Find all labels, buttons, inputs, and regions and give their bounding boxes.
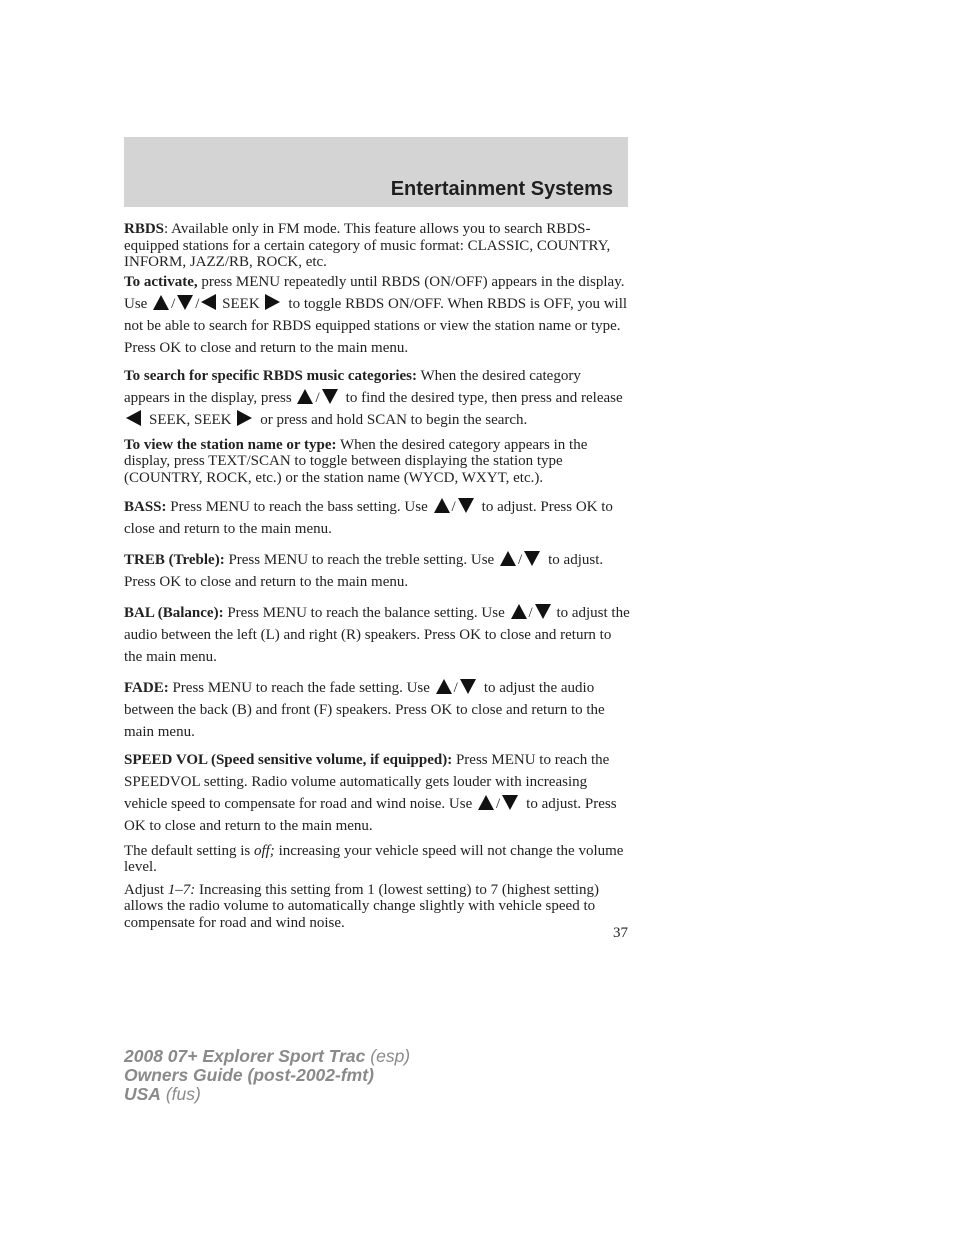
slash-separator: / (453, 679, 458, 696)
search-term: To search for specific RBDS music categories: (124, 367, 418, 384)
footer-line-2 (124, 1066, 410, 1085)
slash-separator: / (171, 295, 176, 312)
adjust-paragraph (124, 882, 630, 932)
rbds-text: : Available only in FM mode. This feature allows you to search RBDS-equipped stations for a certain category of music format: CLASSIC, COUNTRY, INFORM, JAZZ/RB, ROCK, etc. (124, 221, 611, 271)
rbds-paragraph (124, 221, 630, 271)
view-text: When the desired category appears in the display, press TEXT/SCAN to toggle between displaying the station type (COUNTRY, ROCK, etc.) or the station name (WYCD, WXYT, etc.). (124, 436, 588, 486)
up-arrow-icon (436, 679, 452, 694)
bal-paragraph (124, 602, 630, 668)
footer-guide: Owners Guide (post-2002-fmt) (124, 1065, 374, 1085)
default-text-2: increasing your vehicle speed will not change the volume level. (124, 842, 624, 876)
activate-text-2: to toggle RBDS ON/OFF. When RBDS is OFF, you will not be able to search for RBDS equipped stations or view the station name or type. Press OK to close and return to the main menu. (124, 295, 628, 356)
treb-text-1: Press MENU to reach the treble setting. Use (224, 551, 498, 568)
down-arrow-icon (460, 679, 476, 694)
down-arrow-icon (502, 795, 518, 810)
seek-left-arrow-icon (201, 294, 216, 310)
footer-line-1 (124, 1047, 410, 1066)
footer-market: USA (124, 1084, 161, 1104)
speedvol-term: SPEED VOL (Speed sensitive volume, if equipped): (124, 751, 453, 768)
down-arrow-icon (535, 604, 551, 619)
adjust-text-1: Adjust (124, 881, 168, 898)
up-arrow-icon (478, 795, 494, 810)
slash-separator: / (315, 389, 320, 406)
search-text-1: When the desired category appears in the display, press (124, 367, 581, 406)
bass-paragraph (124, 496, 630, 540)
slash-separator: / (495, 795, 501, 812)
adjust-text-2: Increasing this setting from 1 (lowest setting) to 7 (highest setting) allows the radio volume to automatically change slightly with vehicle speed to compensate for road and wind noise. (124, 881, 599, 931)
default-setting-paragraph (124, 843, 630, 876)
footer-line-3 (124, 1085, 410, 1104)
seek-right-arrow-icon (265, 294, 280, 310)
section-title: Entertainment Systems (390, 178, 613, 200)
treb-term: TREB (Treble): (124, 551, 225, 568)
slash-separator: / (517, 551, 523, 568)
search-text-2: to find the desired type, then press and release (345, 389, 623, 406)
view-paragraph (124, 437, 630, 487)
up-arrow-icon (297, 389, 313, 404)
bal-text-2: to adjust the audio between the left (L) and right (R) speakers. Press OK to close and return to the main menu. (124, 604, 630, 665)
down-arrow-icon (524, 551, 540, 566)
section-header (124, 137, 628, 207)
fade-paragraph (124, 677, 630, 743)
page-number: 37 (613, 925, 628, 941)
up-arrow-icon (500, 551, 516, 566)
seek-right-arrow-icon (237, 410, 252, 426)
treb-paragraph (124, 549, 630, 593)
down-arrow-icon (322, 389, 338, 404)
slash-separator: / (528, 604, 533, 621)
up-arrow-icon (511, 604, 527, 619)
seek-label: SEEK (222, 295, 260, 312)
speedvol-text-1: Press MENU to reach the SPEEDVOL setting. Radio volume automatically gets louder with increasing vehicle speed to compensate for road and wind noise. Use (124, 751, 610, 812)
bass-text-2: to adjust. Press OK to close and return to the main menu. (124, 498, 613, 537)
slash-separator: / (451, 498, 456, 515)
activate-paragraph (124, 271, 630, 359)
up-arrow-icon (153, 295, 169, 310)
bass-term: BASS: (124, 498, 167, 515)
footer-model-code: (esp) (365, 1046, 411, 1066)
search-paragraph (124, 365, 630, 431)
up-arrow-icon (434, 498, 450, 513)
footer-model: 2008 07+ Explorer Sport Trac (124, 1046, 366, 1066)
treb-text-2: to adjust. Press OK to close and return to the main menu. (124, 551, 604, 590)
down-arrow-icon (458, 498, 474, 513)
fade-text-2: to adjust the audio between the back (B) and front (F) speakers. Press OK to close and return to the main menu. (124, 679, 605, 740)
activate-text-1: press MENU repeatedly until RBDS (ON/OFF) appears in the display. Use (124, 273, 625, 312)
fade-text-1: Press MENU to reach the fade setting. Use (168, 679, 434, 696)
default-text-1: The default setting is (124, 842, 254, 859)
fade-term: FADE: (124, 679, 169, 696)
speedvol-text-2: to adjust. Press OK to close and return to the main menu. (124, 795, 617, 834)
search-text-3: or press and hold SCAN to begin the search. (260, 411, 528, 428)
slash-separator: / (195, 295, 200, 312)
footer-market-code: (fus) (160, 1084, 201, 1104)
document-footer (124, 1047, 410, 1104)
bal-term: BAL (Balance): (124, 604, 224, 621)
activate-term: To activate, (124, 273, 198, 290)
rbds-term: RBDS (124, 221, 165, 237)
adjust-range: 1–7: (167, 881, 196, 898)
down-arrow-icon (177, 295, 193, 310)
seek-left-arrow-icon (126, 410, 141, 426)
bass-text-1: Press MENU to reach the bass setting. Use (166, 498, 432, 515)
main-content (124, 221, 630, 932)
view-term: To view the station name or type: (124, 436, 337, 453)
default-value: off; (253, 842, 275, 859)
speedvol-paragraph (124, 749, 630, 837)
bal-text-1: Press MENU to reach the balance setting. Use (223, 604, 509, 621)
seek-pair-label: SEEK, SEEK (149, 411, 232, 428)
